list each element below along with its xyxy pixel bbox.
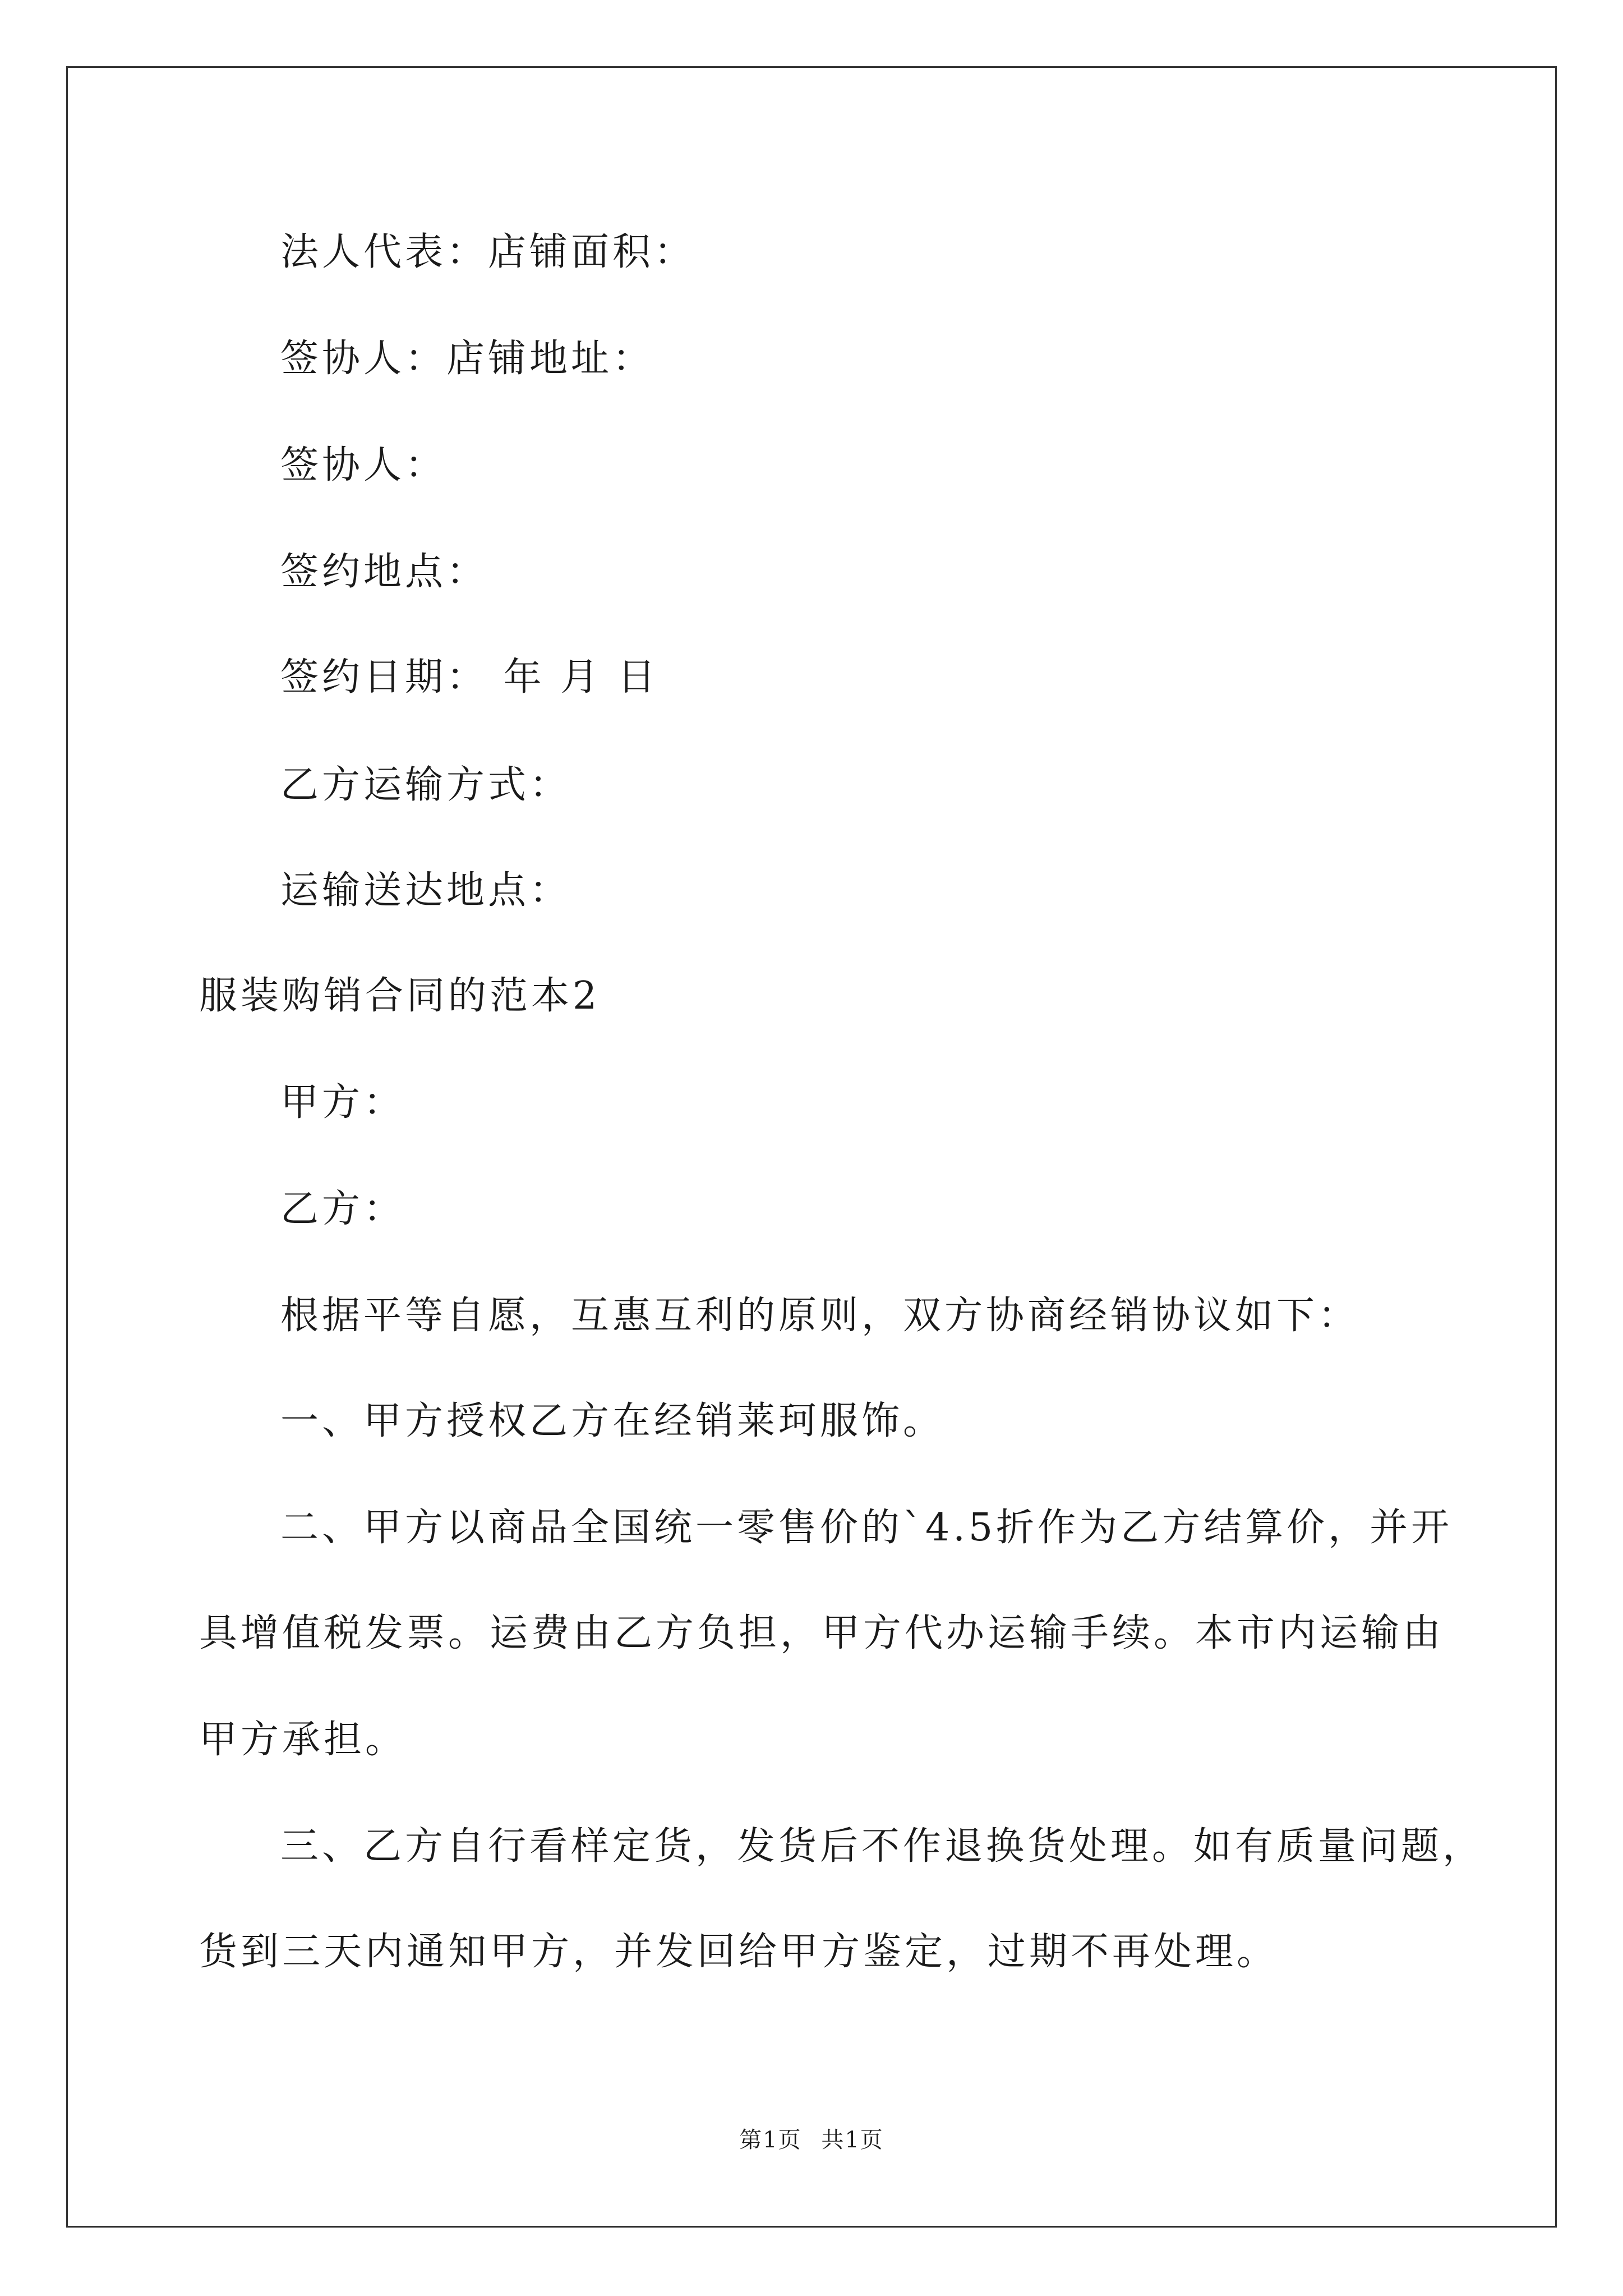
text-line: 乙方：	[280, 1187, 405, 1231]
text-line: 签协人：店铺地址：	[280, 337, 654, 381]
text-line: 运输送达地点：	[280, 868, 571, 913]
page-number: 第1页	[739, 2127, 802, 2153]
text-line: 甲方承担。	[199, 1718, 407, 1762]
page-total: 共1页	[821, 2127, 884, 2153]
text-line: 货到三天内通知甲方，并发回给甲方鉴定，过期不再处理。	[199, 1930, 1279, 1974]
text-line: 签协人：	[280, 443, 447, 487]
page-border	[66, 66, 1557, 2228]
page-footer	[0, 2126, 1623, 2154]
text-line: 三、乙方自行看样定货，发货后不作退换货处理。如有质量问题，	[280, 1824, 1484, 1869]
text-line: 二、甲方以商品全国统一零售价的`4.5折作为乙方结算价，并开	[280, 1506, 1453, 1550]
text-line: 签约日期： 年 月 日	[280, 655, 659, 700]
text-line: 甲方：	[280, 1080, 405, 1125]
text-line: 乙方运输方式：	[280, 763, 571, 807]
text-line: 根据平等自愿，互惠互利的原则，双方协商经销协议如下：	[280, 1294, 1360, 1338]
section-heading: 服装购销合同的范本2	[199, 974, 601, 1018]
text-line: 一、甲方授权乙方在经销莱珂服饰。	[280, 1399, 945, 1443]
text-line: 具增值税发票。运费由乙方负担，甲方代办运输手续。本市内运输由	[199, 1611, 1445, 1655]
text-line: 法人代表：店铺面积：	[280, 230, 696, 274]
text-line: 签约地点：	[280, 550, 488, 594]
